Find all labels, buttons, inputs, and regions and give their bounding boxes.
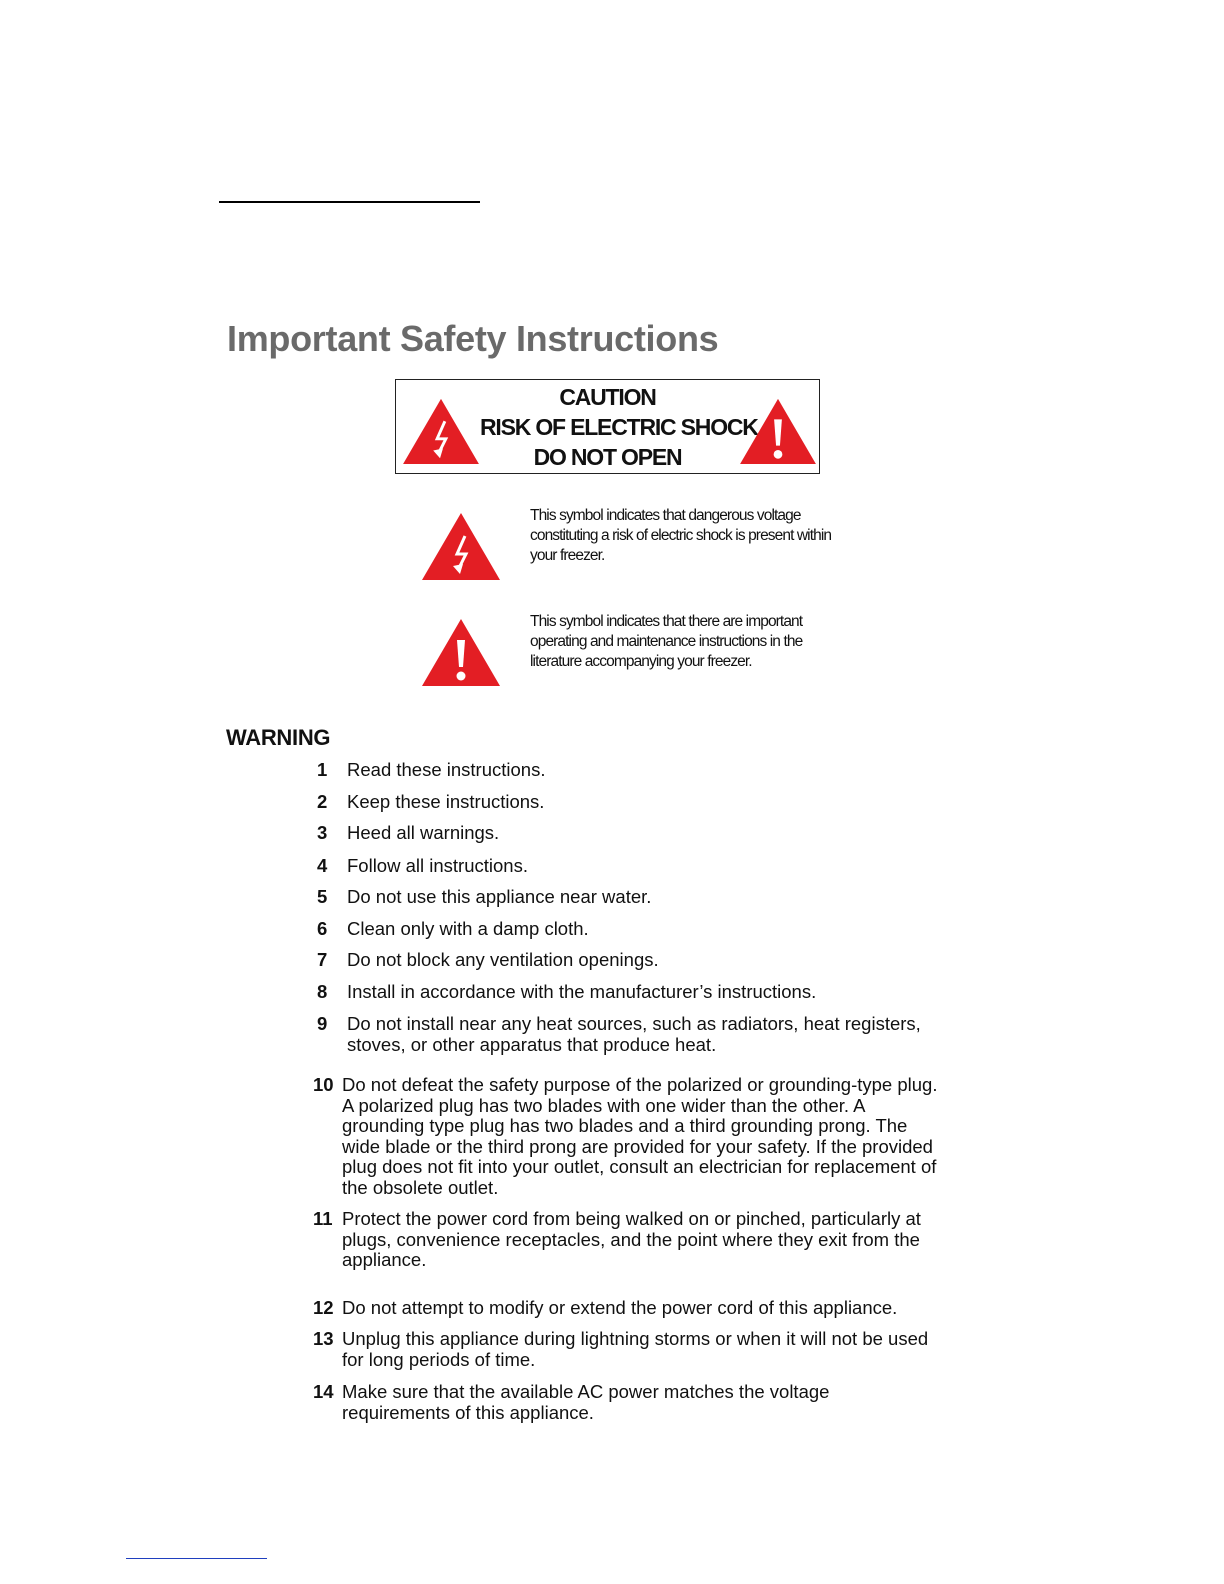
caution-line-1: CAUTION: [559, 384, 656, 410]
item-number: 3: [317, 822, 328, 843]
caution-line-3: DO NOT OPEN: [533, 444, 682, 470]
item-number: 8: [317, 981, 328, 1002]
bottom-divider: [126, 1558, 267, 1559]
item-number: 4: [317, 855, 328, 876]
item-text: Read these instructions.: [347, 759, 546, 780]
list-item: [313, 1382, 953, 1423]
item-number: 2: [317, 791, 328, 812]
item-text: Protect the power cord from being walked on or pinched, particularly at plugs, convenience receptacles, and the point where they exit from the appliance.: [342, 1208, 921, 1271]
item-number: 6: [317, 918, 328, 939]
list-item: [317, 760, 957, 781]
item-number: 7: [317, 949, 328, 970]
symbol-description: This symbol indicates that dangerous voltage constituting a risk of electric shock is present within your freezer.: [530, 507, 832, 564]
item-number: 1: [317, 759, 328, 780]
list-item: [313, 1329, 953, 1370]
item-text: Do not install near any heat sources, such as radiators, heat registers, stoves, or other apparatus that produce heat.: [347, 1013, 921, 1055]
item-number: 5: [317, 886, 328, 907]
item-text: Follow all instructions.: [347, 855, 528, 876]
list-item: [317, 823, 957, 844]
list-item: [317, 887, 957, 908]
caution-label: [395, 379, 820, 474]
item-number: 14: [313, 1381, 334, 1402]
list-item: [313, 1298, 953, 1319]
warning-heading: WARNING: [226, 725, 331, 750]
item-number: 12: [313, 1297, 334, 1318]
item-text: Do not attempt to modify or extend the power cord of this appliance.: [342, 1297, 898, 1318]
item-text: Do not use this appliance near water.: [347, 886, 652, 907]
list-item: [313, 1209, 953, 1271]
lightning-warning-icon: [400, 396, 482, 466]
item-text: Unplug this appliance during lightning storms or when it will not be used for long periods of time.: [342, 1328, 929, 1370]
item-text: Heed all warnings.: [347, 822, 500, 843]
item-number: 10: [313, 1074, 334, 1095]
list-item: [317, 919, 957, 940]
list-item: [317, 950, 957, 971]
item-number: 11: [313, 1208, 333, 1229]
list-item: [317, 792, 957, 813]
item-text: Do not defeat the safety purpose of the polarized or grounding-type plug. A polarized plug has two blades with one wider than the other. A grounding type plug has two blades and a third grounding prong. The wide blade or the third prong are provided for your safety. If the provided plug does not fit into your outlet, consult an electrician for replacement of the obsolete outlet.: [342, 1074, 938, 1198]
lightning-warning-icon: [420, 510, 502, 582]
item-text: Install in accordance with the manufacturer’s instructions.: [347, 981, 817, 1002]
item-number: 13: [313, 1328, 334, 1349]
page-title: Important Safety Instructions: [227, 318, 719, 359]
caution-line-2: RISK OF ELECTRIC SHOCK: [480, 414, 758, 440]
caution-text: [480, 382, 758, 472]
item-text: Keep these instructions.: [347, 791, 545, 812]
symbol-description: This symbol indicates that there are important operating and maintenance instructions in the literature accompanying your freezer.: [530, 613, 803, 670]
item-number: 9: [317, 1013, 328, 1034]
item-text: Make sure that the available AC power matches the voltage requirements of this appliance.: [342, 1381, 830, 1423]
list-item: [317, 856, 957, 877]
top-divider: [219, 201, 480, 203]
item-text: Clean only with a damp cloth.: [347, 918, 589, 939]
exclamation-warning-icon: [420, 616, 502, 688]
item-text: Do not block any ventilation openings.: [347, 949, 659, 970]
list-item: [317, 982, 957, 1003]
list-item: [313, 1075, 953, 1199]
symbol-explanation-voltage: [420, 506, 840, 586]
exclamation-warning-icon: [737, 396, 819, 466]
symbol-explanation-instructions: [420, 612, 840, 692]
list-item: [317, 1014, 957, 1055]
